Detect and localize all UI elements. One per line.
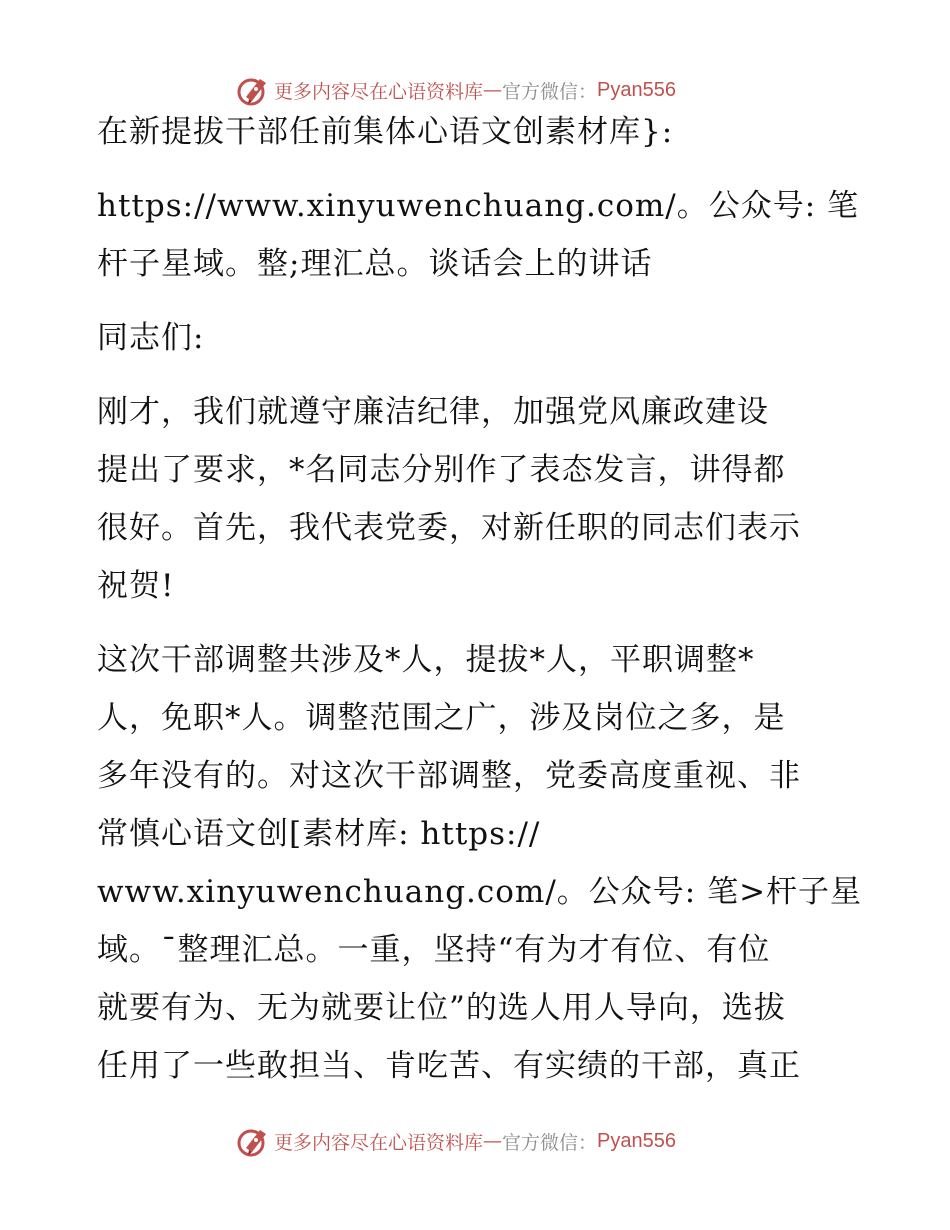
text-line: 刚才，我们就遵守廉洁纪律，加强党风廉政建设 [97, 394, 769, 430]
text-line: 这次干部调整共涉及*人，提拔*人，平职调整* [97, 642, 755, 678]
watermark-dash: — [483, 79, 503, 101]
text-line: www.xinyuwenchuang.com/。公众号: 笔>杆子星 [97, 874, 863, 910]
text-line: 任用了一些敢担当、肯吃苦、有实绩的干部，真正 [97, 1048, 801, 1084]
text-line: 杆子星域。整;理汇总。谈话会上的讲话 [97, 246, 653, 282]
text-line: 多年没有的。对这次干部调整，党委高度重视、非 [97, 758, 801, 794]
watermark-wechat-id: Pyan556 [597, 78, 676, 101]
text-line: 同志们: [97, 320, 205, 356]
text-line: https://www.xinyuwenchuang.com/。公众号: 笔 [97, 188, 860, 224]
watermark-text: 更多内容尽在心语资料库 [274, 80, 484, 103]
footer-watermark [236, 1124, 676, 1158]
text-line: 域。¯整理汇总。一重，坚持“有为才有位、有位 [97, 932, 771, 968]
pen-nib-logo-icon [236, 73, 270, 107]
text-line: 就要有为、无为就要让位”的选人用人导向，选拔 [97, 990, 786, 1026]
text-line: 常慎心语文创[素材库: https:// [97, 816, 541, 852]
pen-nib-logo-icon [236, 1124, 270, 1158]
header-watermark [236, 73, 676, 107]
watermark-text: 更多内容尽在心语资料库 [274, 1131, 484, 1154]
text-line: 祝贺! [97, 568, 175, 604]
watermark-wechat-label: 官方微信： [502, 80, 598, 103]
text-line: 提出了要求，*名同志分别作了表态发言，讲得都 [97, 452, 786, 488]
watermark-wechat-id: Pyan556 [597, 1129, 676, 1152]
watermark-wechat-label: 官方微信： [502, 1131, 598, 1154]
text-line: 人，免职*人。调整范围之广，涉及岗位之多，是 [97, 700, 786, 736]
watermark-dash: — [483, 1130, 503, 1152]
text-line: 很好。首先，我代表党委，对新任职的同志们表示 [97, 510, 801, 546]
text-line: 在新提拔干部任前集体心语文创素材库}: [97, 114, 674, 150]
